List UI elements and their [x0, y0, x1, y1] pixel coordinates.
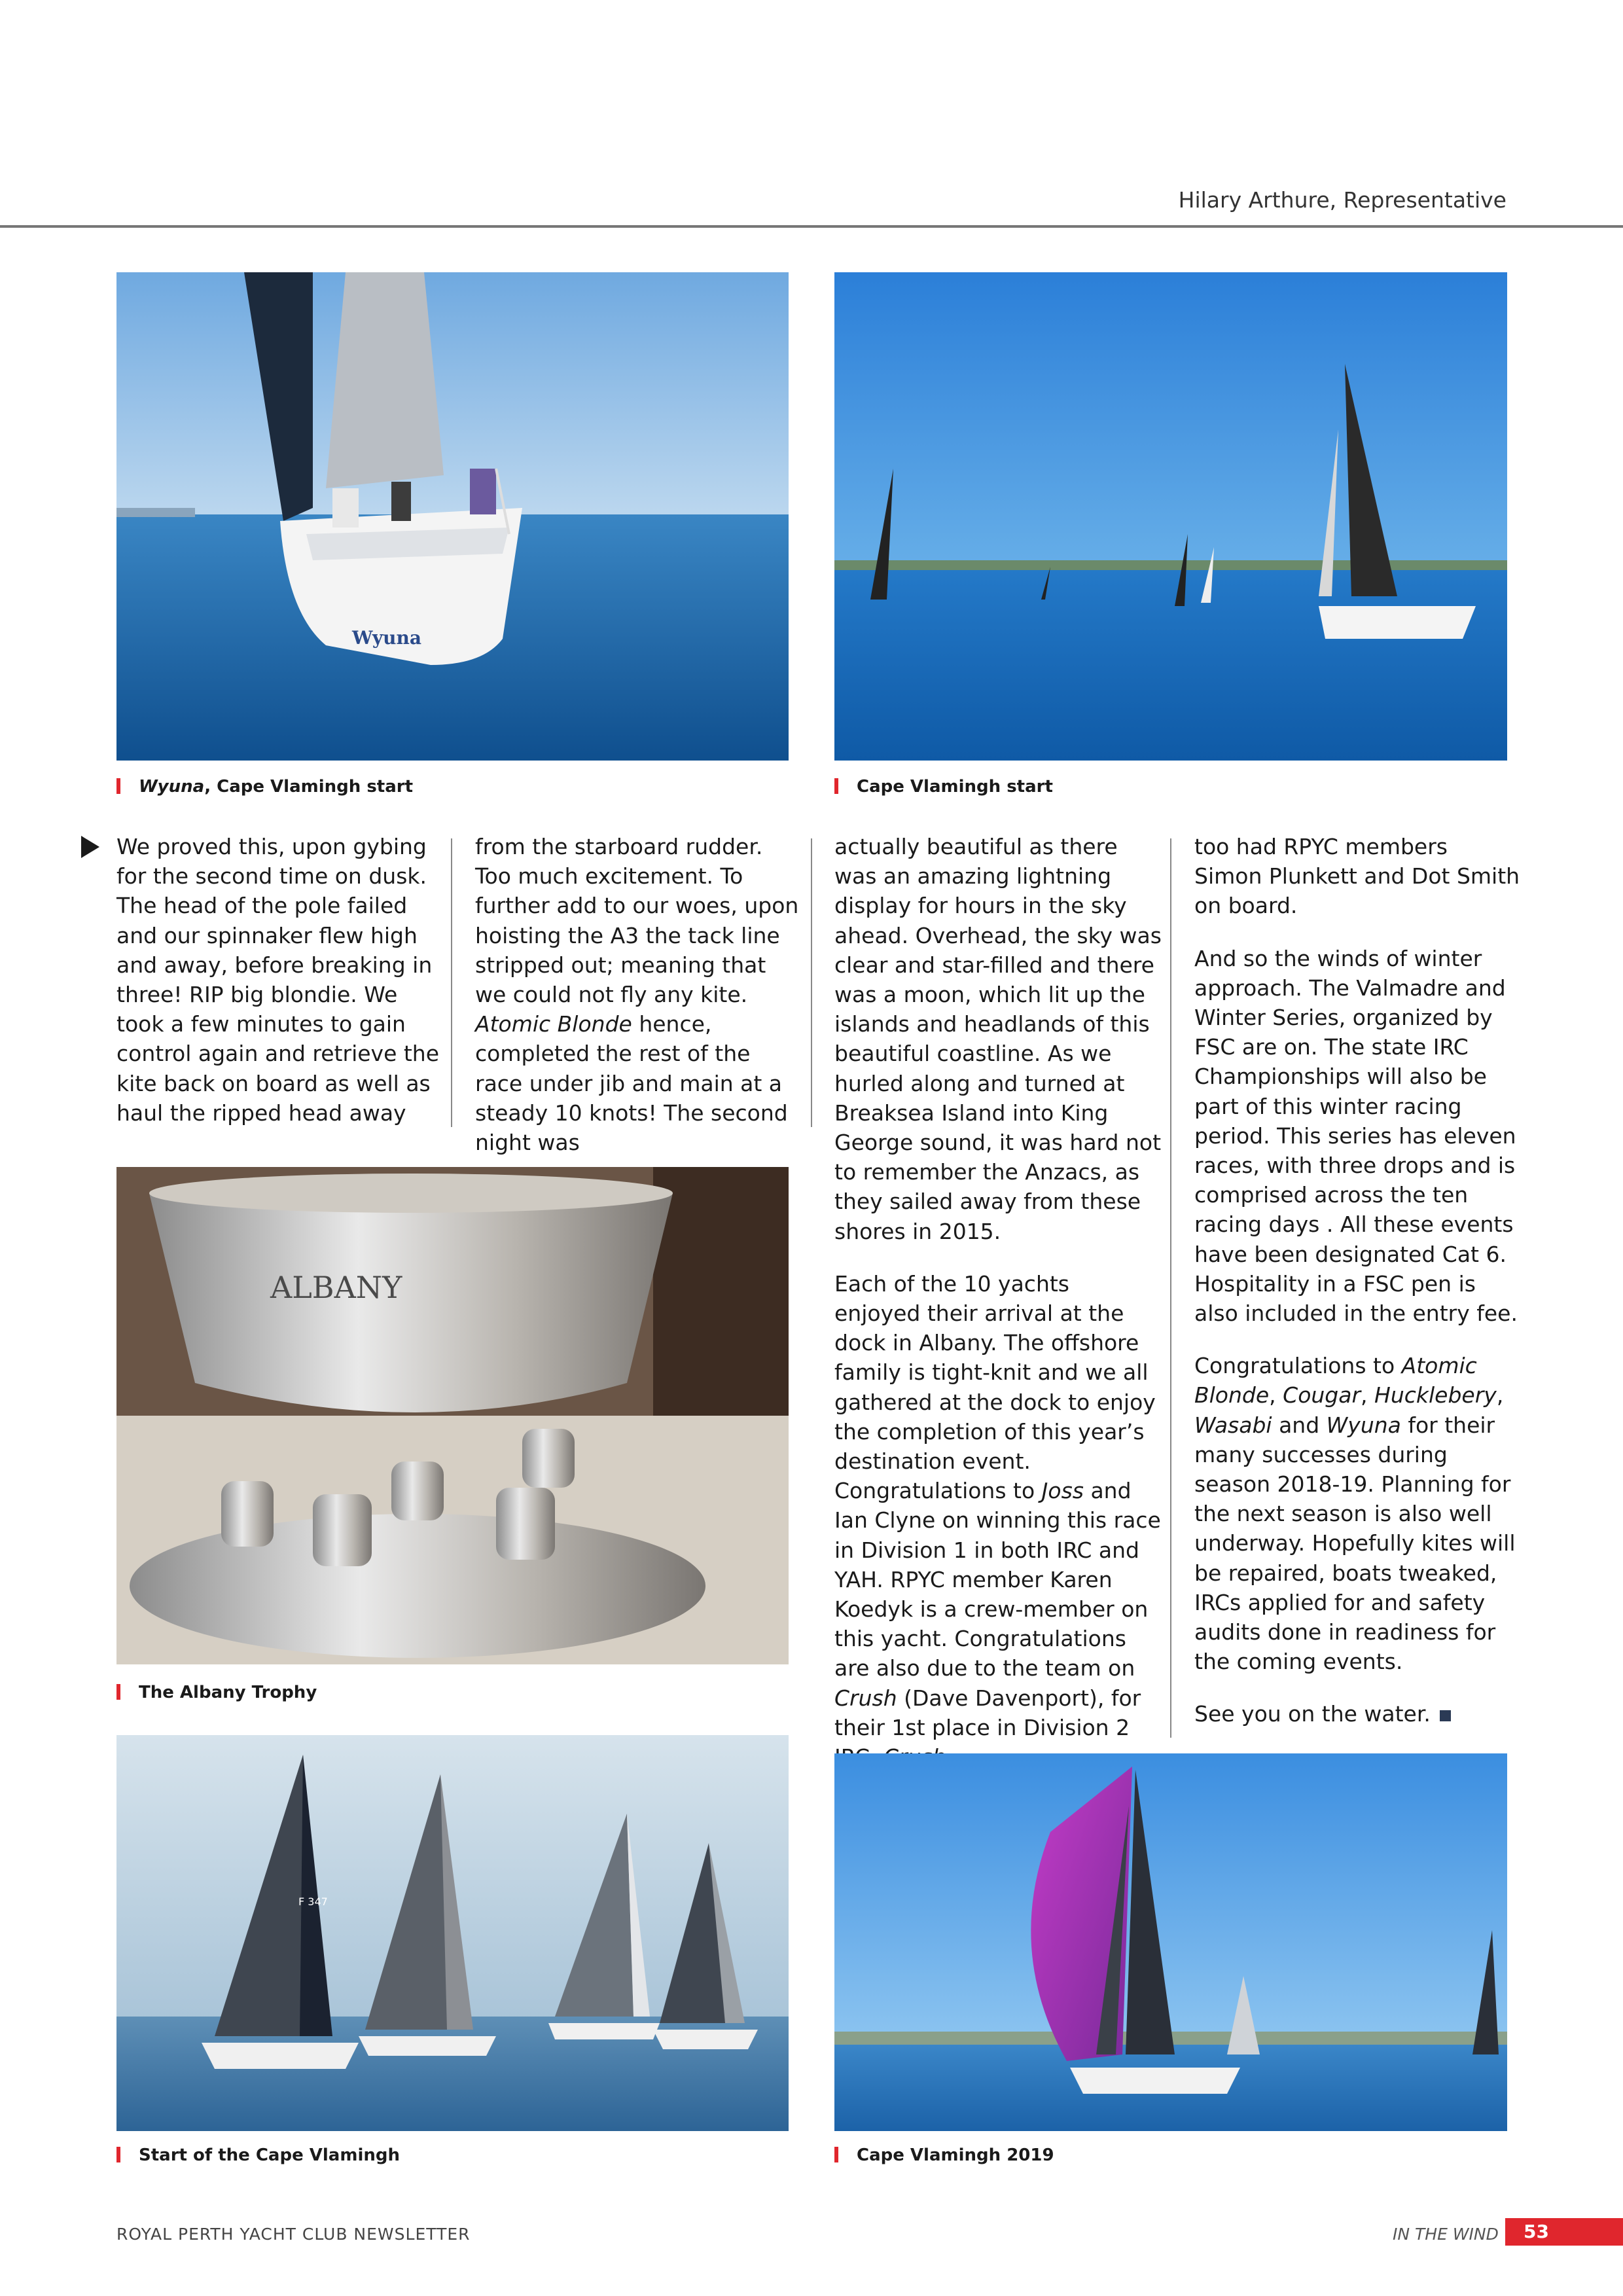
article-paragraph: actually beautiful as there was an amazing lightning display for hours in the sky ahead. Overhead, the sky was clear and star-filled and there was a moon, which lit up the islands and headlands of this beautiful coastline. As we hurled along and turned at Breaksea Island into King George sound, it was hard not to remember the Anzacs, as they sailed away from these shores in 2015. — [834, 834, 1162, 1244]
article-column-3 — [834, 832, 1162, 1772]
article-column-1 — [116, 832, 444, 1128]
caption-start-cape-vlamingh — [116, 2145, 400, 2165]
caption-yacht-name: Wyuna — [139, 777, 205, 797]
photo-cape-vlamingh-2019 — [834, 1753, 1507, 2131]
section-name: IN THE WIND — [1393, 2225, 1499, 2244]
caption-marker — [834, 2147, 838, 2162]
article-paragraph: Congratulations to Atomic Blonde, Cougar, Hucklebery, Wasabi and Wyuna for their many successes during season 2018-19. Planning for the next season is also well underway. Hopefully kites will be repaired, boats tweaked, IRCs applied for and safety audits done in readiness for the coming events. — [1194, 1353, 1516, 1675]
caption-text: , Cape Vlamingh start — [204, 777, 414, 797]
photo-albany-trophy — [116, 1167, 789, 1664]
caption-marker — [116, 2147, 120, 2162]
hull-name: Wyuna — [352, 627, 421, 649]
caption-cape-vlamingh-start — [834, 777, 1053, 797]
article-paragraph: Each of the 10 yachts enjoyed their arrival at the dock in Albany. The offshore family is tight-knit and we all gathered at the dock to enjoy the completion of this year’s destination event. Congratulations to Joss and Ian Clyne on winning this race in Division 1 in both IRC and YAH. RPYC member Karen Koedyk is a crew-member on this yacht. Congratulations are also due to the team on Crush (Dave Davenport), for their 1st place in Division 2 — [834, 1270, 1161, 1740]
author-byline: Hilary Arthure, Representative — [1178, 187, 1507, 213]
article-closing: See you on the water. — [1194, 1699, 1522, 1729]
caption-wyuna — [116, 777, 413, 797]
photo-cape-vlamingh-start — [834, 272, 1507, 761]
photo-wyuna — [116, 272, 789, 761]
article-paragraph: too had RPYC members Simon Plunkett and Dot Smith on board. — [1194, 834, 1520, 919]
column-divider — [1170, 838, 1171, 1738]
column-divider — [811, 838, 812, 1127]
header-divider — [0, 225, 1623, 228]
photo-start-cape-vlamingh — [116, 1735, 789, 2131]
caption-cape-vlamingh-2019 — [834, 2145, 1054, 2165]
caption-text: The Albany Trophy — [139, 1683, 317, 1702]
article-paragraph: from the starboard rudder. Too much excitement. To further add to our woes, upon hoisting the A3 the tack line stripped out; meaning that we could not fly any kite. Atomic Blonde hence, completed the rest of the race under jib and main at a steady 10 knots! The second night was — [475, 834, 799, 1156]
column-divider — [451, 838, 452, 1127]
article-column-2 — [475, 832, 802, 1157]
end-of-article-mark — [1440, 1710, 1451, 1721]
article-start-arrow — [81, 836, 99, 858]
caption-text: Start of the Cape Vlamingh — [139, 2145, 400, 2165]
caption-marker — [116, 778, 120, 794]
article-column-4 — [1194, 832, 1522, 1729]
article-paragraph: And so the winds of winter approach. The Valmadre and Winter Series, organized by FSC are on. The state IRC Championships will also be part of this winter racing period. This series has eleven races, with three drops and is comprised across the ten racing days . All these events have been designated Cat 6. Hospitality in a FSC pen is also included in the entry fee. — [1194, 945, 1518, 1327]
caption-text: Cape Vlamingh start — [857, 777, 1053, 797]
caption-marker — [834, 778, 838, 794]
caption-marker — [116, 1684, 120, 1700]
caption-albany-trophy — [116, 1683, 317, 1702]
article-paragraph: We proved this, upon gybing for the second time on dusk. The head of the pole failed and our spinnaker flew high and away, before breaking in three! RIP big blondie. We took a few minutes to gain control again and retrieve the kite back on board as well as haul the ripped head away — [116, 834, 440, 1126]
caption-text: Cape Vlamingh 2019 — [857, 2145, 1054, 2165]
newsletter-name: ROYAL PERTH YACHT CLUB NEWSLETTER — [116, 2225, 471, 2244]
page-number: 53 — [1505, 2218, 1623, 2246]
sail-number: F 347 — [298, 1895, 328, 1908]
trophy-engraving: ALBANY — [270, 1270, 402, 1305]
